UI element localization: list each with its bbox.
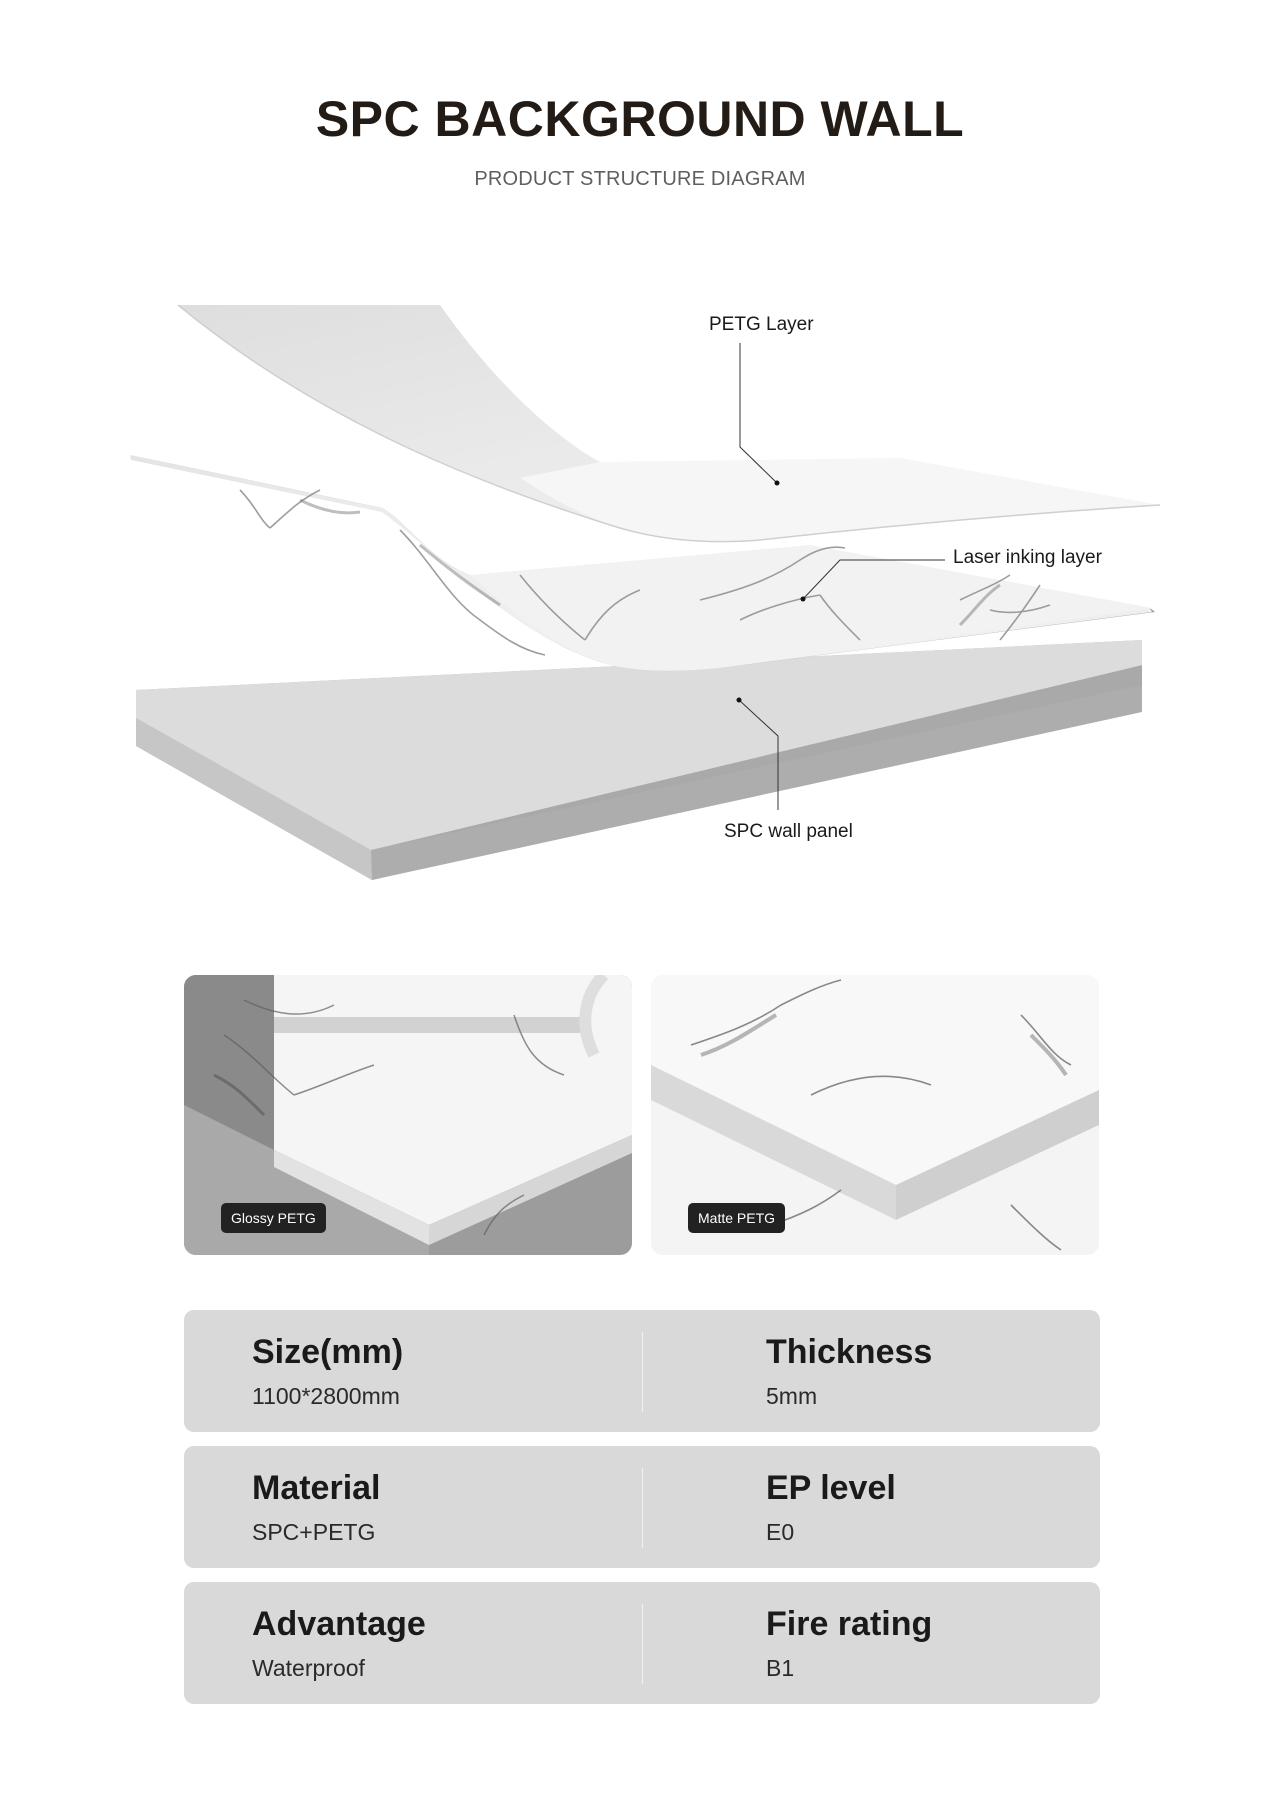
spec-size <box>252 1332 403 1410</box>
spec-label: Size(mm) <box>252 1333 404 1371</box>
glossy-petg-sample <box>184 975 632 1255</box>
divider <box>642 1604 643 1684</box>
spec-material <box>252 1468 381 1546</box>
glossy-petg-label: Glossy PETG <box>221 1203 326 1233</box>
spec-value: SPC+PETG <box>252 1519 376 1545</box>
spec-fire-rating <box>766 1604 932 1682</box>
spec-label: Advantage <box>252 1605 426 1643</box>
spec-label: EP level <box>766 1469 896 1507</box>
spec-value: E0 <box>766 1519 795 1545</box>
spec-row-advantage <box>184 1582 1100 1704</box>
spec-value: B1 <box>766 1655 795 1681</box>
spec-row-size <box>184 1310 1100 1432</box>
spec-value: 5mm <box>766 1383 818 1409</box>
divider <box>642 1468 643 1548</box>
spec-ep-level <box>766 1468 896 1546</box>
spec-thickness <box>766 1332 932 1410</box>
spec-label: Fire rating <box>766 1605 933 1643</box>
spec-value: 1100*2800mm <box>252 1383 400 1409</box>
matte-petg-sample <box>651 975 1099 1255</box>
callout-petg-label: PETG Layer <box>709 314 814 335</box>
spec-label: Thickness <box>766 1333 933 1371</box>
spec-row-material <box>184 1446 1100 1568</box>
page-subtitle: PRODUCT STRUCTURE DIAGRAM <box>474 168 806 190</box>
callout-spc-label: SPC wall panel <box>724 821 853 842</box>
petg-layer <box>178 305 1160 542</box>
spec-advantage <box>252 1604 426 1682</box>
callout-laser-label: Laser inking layer <box>953 547 1102 568</box>
spec-value: Waterproof <box>252 1655 365 1681</box>
divider <box>642 1332 643 1412</box>
spec-label: Material <box>252 1469 381 1507</box>
matte-petg-label: Matte PETG <box>688 1203 785 1233</box>
page-title: SPC BACKGROUND WALL <box>315 91 965 147</box>
spc-panel <box>136 640 1142 880</box>
structure-diagram <box>0 280 1280 880</box>
